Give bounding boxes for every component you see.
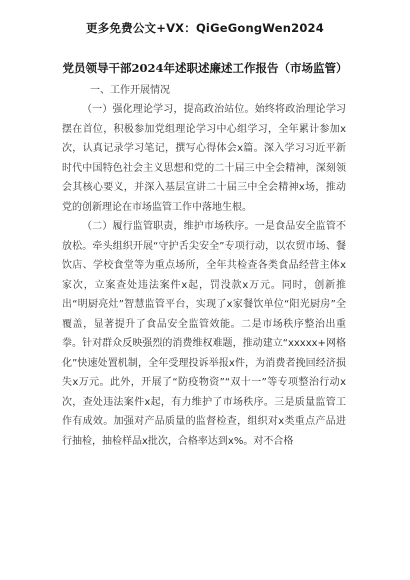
section-heading: 一、工作开展情况	[90, 85, 170, 96]
document-title: 党员领导干部2024年述职述廉述工作报告（市场监管）	[62, 61, 348, 75]
document-body	[62, 100, 346, 451]
paragraph-theory-study: （一）强化理论学习，提高政治站位。始终将政治理论学习摆在首位，积极参加党组理论学习中心组学习，全年累计参加x次，认真记录学习笔记，撰写心得体会x篇。深入学习习近平新时代中国特色社会主义思想和党的二十届三中全会精神，深刻领会其核心要义，并深入基层宣讲二十届三中全会精神x场，推动党的创新理论在市场监管工作中落地生根。	[62, 104, 346, 213]
promo-banner: 更多免费公文+VX：QiGeGongWen2024	[86, 21, 324, 35]
paragraph-market-supervision: （二）履行监管职责，维护市场秩序。一是食品安全监管不放松。牵头组织开展“守护舌尖安全”专项行动，以农贸市场、餐饮店、学校食堂等为重点场所，全年共检查各类食品经营主体x家次，立案查处违法案件x起，罚没款x万元。同时，创新推出“明厨亮灶”智慧监管平台，实现了x家餐饮单位“阳光厨房”全覆盖，显著提升了食品安全监管效能。二是市场秩序整治出重拳。针对群众反映强烈的消费维权难题，推动建立“xxxxx+网格化”快速处置机制，全年受理投诉举报x件，为消费者挽回经济损失x万元。此外，开展了“防疫物资”“双十一”等专项整治行动x次，查处违法案件x起，有力维护了市场秩序。三是质量监管工作有成效。加强对产品质量的监督检查，组织对x类重点产品进行抽检，抽检样品x批次，合格率达到x%。对不合格	[62, 221, 346, 447]
